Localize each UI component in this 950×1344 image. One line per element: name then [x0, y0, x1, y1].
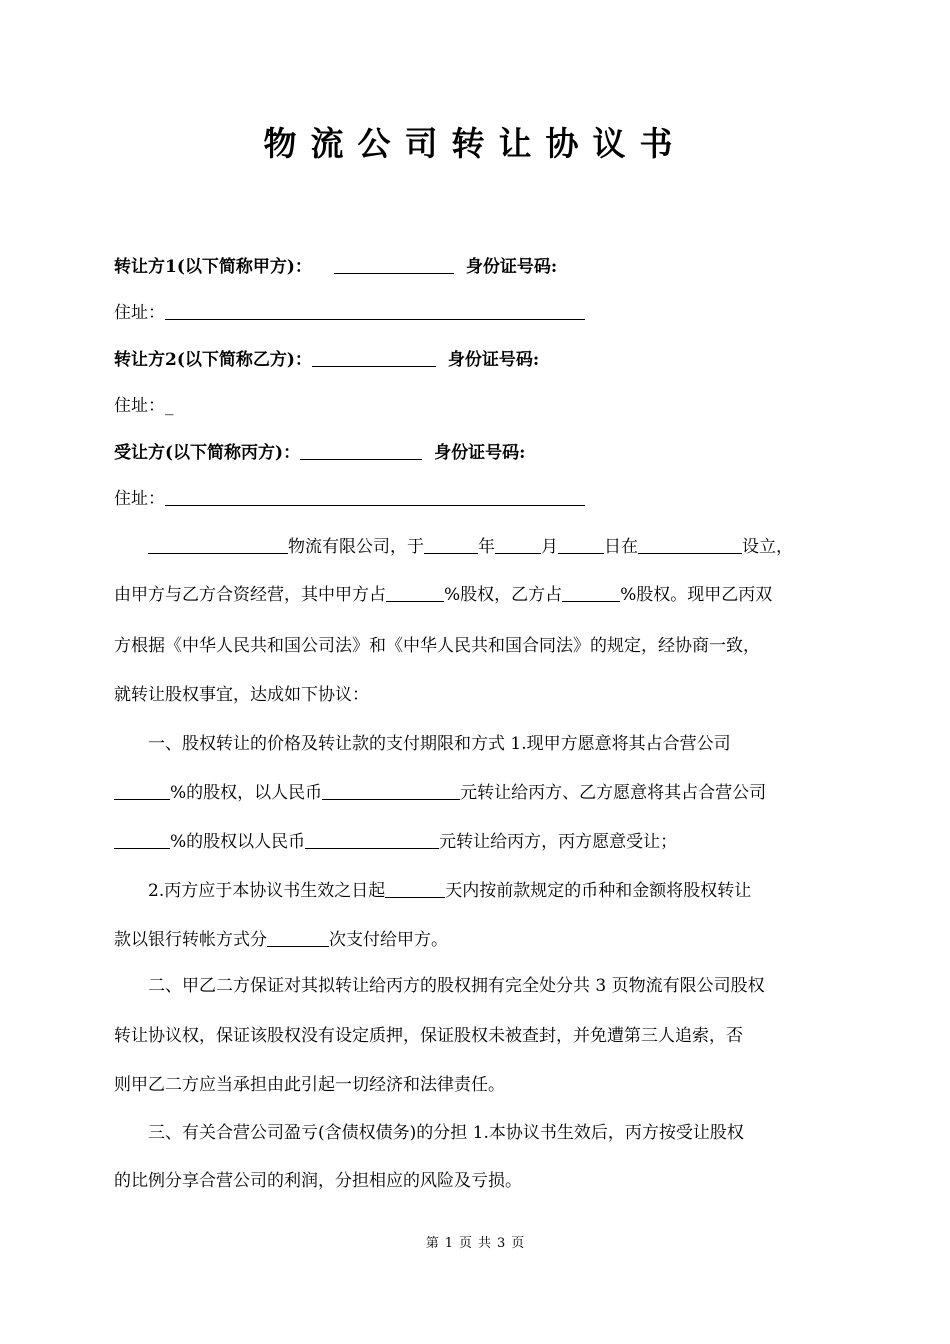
body-text: 日在	[604, 537, 638, 557]
transferor1-label: 转让方1(以下简称甲方)：	[114, 257, 312, 277]
body-text: 由甲方与乙方合资经营，其中甲方占	[114, 585, 386, 605]
transferor1-line	[114, 254, 557, 280]
body-text: 次支付给甲方。	[329, 930, 448, 950]
party-a-transfer-percent-blank[interactable]	[114, 781, 170, 800]
party-b-transfer-percent-blank[interactable]	[114, 830, 170, 849]
transferee-label: 受让方(以下简称丙方)：	[114, 443, 301, 463]
body-text: %的股权以人民币	[170, 832, 306, 852]
installments-blank[interactable]	[267, 928, 329, 947]
transferor1-name-blank[interactable]	[334, 255, 454, 274]
document-title: 物流公司转让协议书	[263, 124, 687, 163]
total-pages: 3	[497, 1236, 506, 1251]
transferor2-address-line	[114, 393, 174, 419]
body-text: 设立，	[742, 537, 793, 557]
page-number: 1	[444, 1236, 453, 1251]
section1-line	[114, 780, 766, 806]
body-text: 年	[478, 537, 495, 557]
transferee-name-blank[interactable]	[300, 441, 422, 460]
transferor1-address-line	[114, 300, 585, 326]
section1-line	[148, 878, 751, 904]
paragraph-line: 方根据《中华人民共和国公司法》和《中华人民共和国合同法》的规定，经协商一致，	[114, 636, 760, 656]
section3-line: 的比例分享合营公司的利润，分担相应的风险及亏损。	[114, 1171, 522, 1191]
address-label: 住址：	[114, 303, 165, 323]
party-b-price-blank[interactable]	[305, 830, 439, 849]
party-b-share-blank[interactable]	[562, 583, 620, 602]
body-text: 元转让给丙方，丙方愿意受让；	[439, 832, 678, 852]
transferee-line	[114, 440, 525, 466]
transferor1-id-label: 身份证号码:	[465, 257, 558, 277]
days-blank[interactable]	[385, 879, 445, 898]
section2-line: 转让协议权，保证该股权没有设定质押，保证股权未被查封，并免遭第三人追索，否	[114, 1026, 743, 1046]
paragraph-line	[114, 582, 772, 608]
party-a-share-blank[interactable]	[386, 583, 444, 602]
transferor2-name-blank[interactable]	[312, 348, 436, 367]
company-name-blank[interactable]	[148, 535, 288, 554]
body-text: 款以银行转帐方式分	[114, 930, 267, 950]
body-text: 月	[541, 537, 558, 557]
body-text: 元转让给丙方、乙方愿意将其占合营公司	[460, 783, 767, 803]
day-blank[interactable]	[558, 535, 604, 554]
section2-line: 二、甲乙二方保证对其拟转让给丙方的股权拥有完全处分共 3 页物流有限公司股权	[148, 976, 765, 996]
address-label: 住址：	[114, 396, 165, 416]
section3-line: 三、有关合营公司盈亏(含债权债务)的分担 1.本协议书生效后，丙方按受让股权	[148, 1123, 744, 1143]
section2-line: 则甲乙二方应当承担由此引起一切经济和法律责任。	[114, 1075, 505, 1095]
page-footer: 第 1 页 共 3 页	[425, 1236, 525, 1251]
transferee-address-line	[114, 486, 585, 512]
paragraph-line	[148, 534, 793, 560]
location-blank[interactable]	[638, 535, 742, 554]
section1-line	[114, 927, 448, 953]
month-blank[interactable]	[495, 535, 541, 554]
body-text: %股权。现甲乙丙双	[620, 585, 773, 605]
body-text: 2.丙方应于本协议书生效之日起	[148, 881, 386, 901]
transferor2-address-blank[interactable]: _	[165, 396, 174, 416]
transferor2-id-label: 身份证号码:	[447, 350, 540, 370]
paragraph-line: 就转让股权事宜，达成如下协议：	[114, 685, 369, 705]
body-text: %的股权，以人民币	[170, 783, 323, 803]
section1-line	[114, 829, 677, 855]
transferor2-line	[114, 347, 539, 373]
body-text: 天内按前款规定的币种和金额将股权转让	[445, 881, 752, 901]
body-text: 物流有限公司，于	[288, 537, 424, 557]
transferee-address-blank[interactable]	[165, 487, 585, 506]
transferee-id-label: 身份证号码:	[434, 443, 526, 463]
party-a-price-blank[interactable]	[322, 781, 460, 800]
body-text: %股权，乙方占	[444, 585, 563, 605]
transferor2-label: 转让方2(以下简称乙方)：	[114, 350, 312, 370]
address-label: 住址：	[114, 489, 165, 509]
section1-line: 一、股权转让的价格及转让款的支付期限和方式 1.现甲方愿意将其占合营公司	[148, 734, 731, 754]
year-blank[interactable]	[424, 535, 478, 554]
transferor1-address-blank[interactable]	[165, 301, 585, 320]
